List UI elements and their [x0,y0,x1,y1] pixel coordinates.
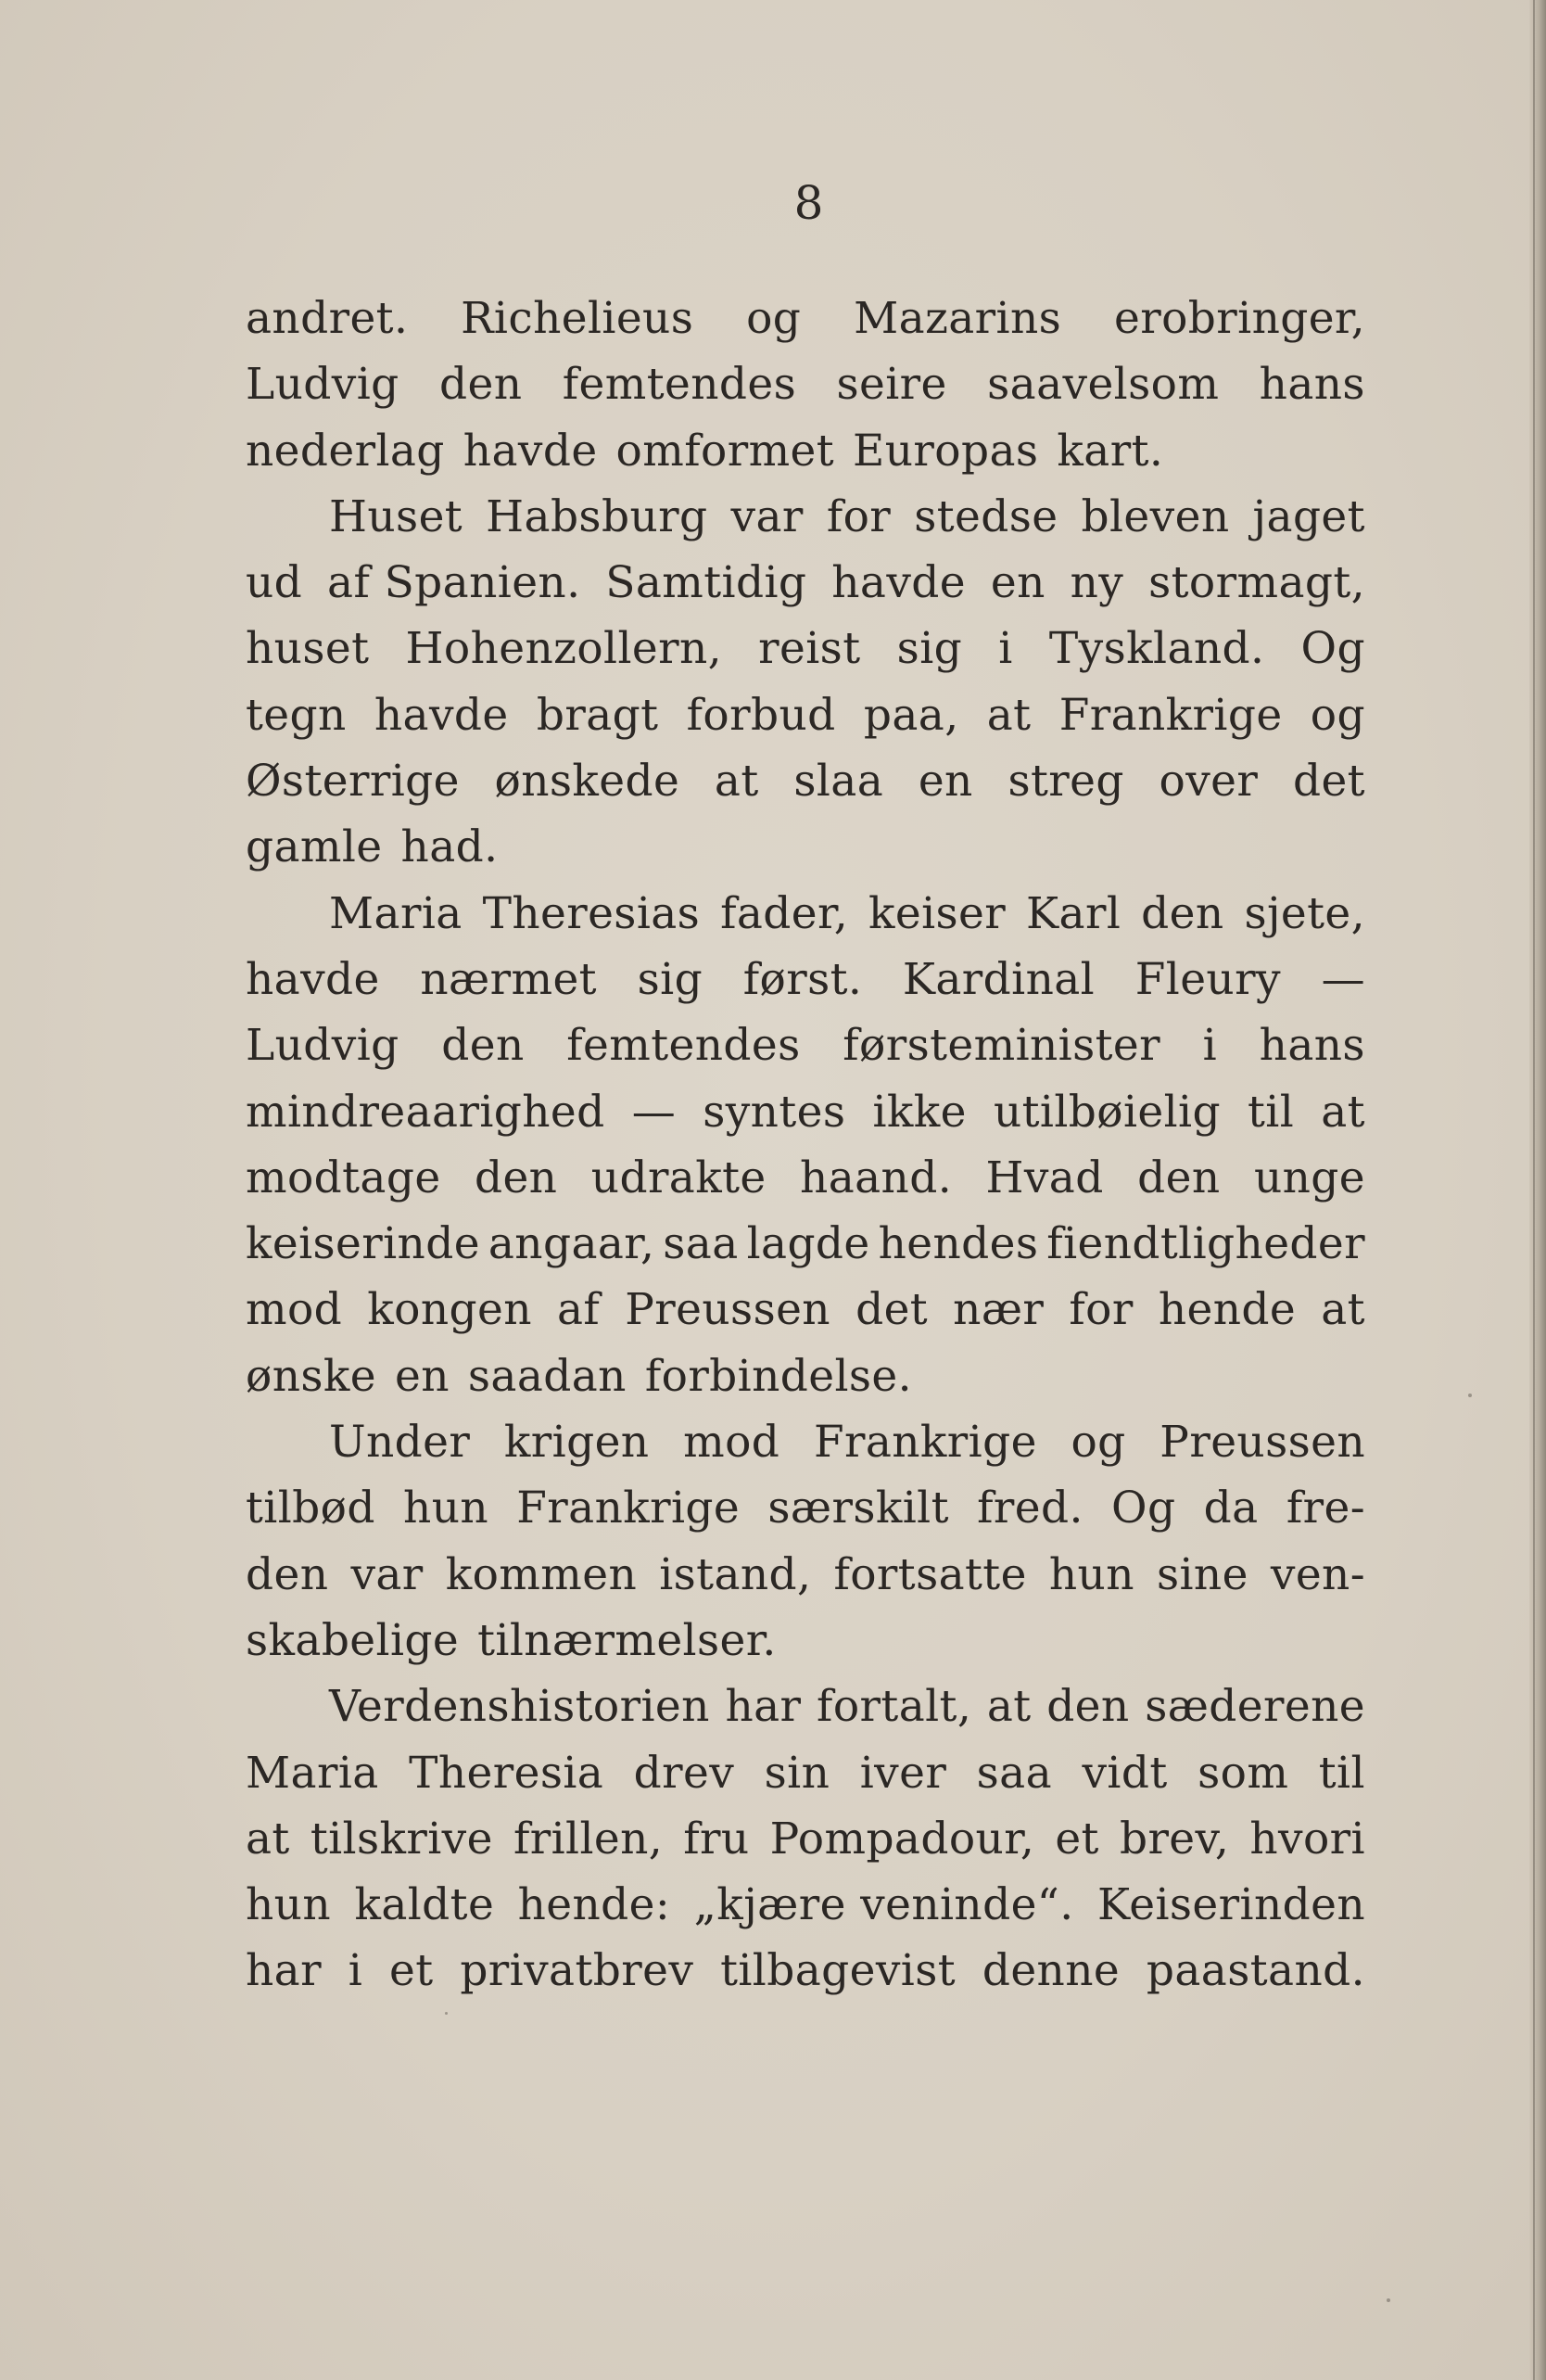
text-line [246,1079,1365,1145]
word: Maria [246,1747,379,1799]
text-line [246,1343,1365,1409]
word: nederlag [246,425,445,477]
word: Preussen [625,1284,830,1336]
word: gamle [246,821,383,873]
word: Ludvig [246,1020,399,1072]
word: ud [246,557,303,609]
word: Hohenzollern, [405,623,722,675]
word: den [439,359,523,411]
word: kommen [445,1548,638,1600]
text-line [246,1475,1365,1541]
word: omformet [615,425,835,477]
word: forbindelse. [644,1350,912,1402]
text-line [246,748,1365,814]
text-line [246,881,1365,947]
word: sig [637,953,703,1005]
word: Preussen [1160,1417,1365,1469]
word: kart. [1057,425,1164,477]
word: førsteminister [843,1020,1160,1072]
word: hun [1048,1548,1134,1600]
word: slaa [793,756,884,808]
word: lagde [746,1218,870,1270]
word: andret. [246,293,409,344]
word: frillen, [513,1813,664,1865]
word: Karl [1026,887,1121,939]
word: ønske [246,1350,376,1402]
word: huset [246,623,370,675]
word: bleven [1081,490,1230,542]
word: Og [1111,1483,1176,1534]
word: at [986,689,1032,741]
page-edge-line [1533,0,1535,2380]
text-line [246,1872,1365,1938]
word: saadan [467,1350,627,1402]
word: unge [1253,1152,1365,1203]
word: ikke [872,1086,967,1138]
text-line [246,1674,1365,1739]
word: forbud [686,689,836,741]
word: Frankrige [516,1483,741,1534]
word: mod [246,1284,343,1336]
text-line [246,1608,1365,1674]
word: for [826,490,892,542]
word: Habsburg [486,490,708,542]
text-line [246,1145,1365,1211]
word: at [246,1813,290,1865]
word: en [990,557,1045,609]
word: Keiserinden [1097,1879,1365,1931]
word: Ludvig [246,359,399,411]
text-line [246,550,1365,616]
word: af Spanien. [327,557,581,609]
word: Østerrige [246,756,460,808]
word: saavelsom [987,359,1220,411]
word: Frankrige [813,1417,1037,1469]
word: ny [1070,557,1124,609]
word: sin [764,1747,830,1799]
word: tilnærmelser. [477,1614,777,1666]
text-line [246,1012,1365,1078]
word: keiserinde [246,1218,480,1270]
text-line [246,1277,1365,1343]
word: had. [400,821,499,873]
text-line [246,1938,1365,2004]
word: Frankrige [1058,689,1283,741]
word: det [855,1284,929,1336]
word: angaar, [488,1218,655,1270]
word: Theresia [409,1747,604,1799]
text-line [246,418,1365,484]
word: tegn [246,689,347,741]
word: at [1321,1284,1365,1336]
word: istand, [659,1548,812,1600]
word: sine [1156,1548,1248,1600]
word: Fleury [1134,953,1281,1005]
word: til [1318,1747,1365,1799]
word: mod [683,1417,780,1469]
text-line [246,682,1365,748]
word: fortalt, [817,1681,972,1733]
word: over [1159,756,1259,808]
word: havde [246,953,380,1005]
word: tilskrive [310,1813,493,1865]
text-line [246,947,1365,1012]
word: den [441,1020,525,1072]
word: nær [953,1284,1045,1336]
word: erobringer, [1114,293,1365,344]
word: og [1071,1417,1126,1469]
word: den [1046,1681,1130,1733]
word: en [394,1350,450,1402]
word: sig [896,623,963,675]
word: skabelige [246,1614,460,1666]
word: og [746,293,802,344]
word: Kardinal [902,953,1096,1005]
word: krigen [503,1417,650,1469]
word: hendes [878,1218,1039,1270]
word: utilbøielig [993,1086,1221,1138]
word: var [730,490,804,542]
word: paastand. [1146,1945,1365,1997]
text-line [246,814,1365,880]
word: den [246,1548,329,1600]
text-line [246,1409,1365,1475]
word: først. [742,953,863,1005]
word: jaget [1252,490,1365,542]
word: i [1202,1020,1218,1072]
word: ven- [1270,1548,1365,1600]
text-line [246,351,1365,417]
word: fre- [1286,1483,1365,1534]
word: fader, [720,887,849,939]
word: Tyskland. [1048,623,1265,675]
word: af [556,1284,601,1336]
word: fiendtligheder [1046,1218,1365,1270]
word: havde [831,557,967,609]
word: fred. [977,1483,1083,1534]
word: hende: [517,1879,671,1931]
word: stedse [914,490,1058,542]
paper-speck [1387,2298,1390,2302]
word: hende [1158,1284,1297,1336]
word: sjete, [1244,887,1365,939]
word: Hvad [985,1152,1104,1203]
word: Europas [853,425,1039,477]
word: kaldte [354,1879,495,1931]
word: Og [1300,623,1365,675]
word: denne [982,1945,1121,1997]
word: et [1055,1813,1099,1865]
word: drev [633,1747,735,1799]
text-line [246,484,1365,550]
word: haand. [800,1152,953,1203]
word: i [998,623,1013,675]
word: hun [403,1483,489,1534]
word: saa [663,1218,739,1270]
word: seire [836,359,947,411]
word: i [348,1945,363,1997]
page-number: 8 [793,176,824,230]
word: ønskede [494,756,680,808]
word: Richelieus [461,293,694,344]
page-edge-shadow [1529,0,1546,2380]
word: tilbød [246,1483,375,1534]
word: hans [1259,359,1365,411]
word: vidt [1082,1747,1168,1799]
word: for [1069,1284,1134,1336]
word: nærmet [420,953,597,1005]
word: at [714,756,759,808]
word: paa, [863,689,959,741]
word: Under [329,1417,471,1469]
word: femtendes [562,359,797,411]
word: tilbagevist [720,1945,957,1997]
word: til [1248,1086,1295,1138]
word: da [1203,1483,1259,1534]
body-text [246,286,1365,2005]
word: mindreaarighed [246,1086,605,1138]
word: Huset [329,490,463,542]
word: fortsatte [833,1548,1027,1600]
word: brev, [1119,1813,1230,1865]
word: havde [374,689,509,741]
word: en [918,756,973,808]
text-line [246,286,1365,351]
word: Verdenshistorien [329,1681,710,1733]
word: at [986,1681,1032,1733]
word: femtendes [566,1020,801,1072]
text-line [246,1806,1365,1872]
word: den [1141,887,1224,939]
word: keiser [868,887,1007,939]
word: at [1321,1086,1365,1138]
word: modtage [246,1152,441,1203]
word: iver [859,1747,947,1799]
paper-speck [1468,1394,1472,1397]
text-line [246,616,1365,681]
word: streg [1007,756,1124,808]
word: hun [246,1879,332,1931]
text-line [246,1211,1365,1277]
word: reist [758,623,861,675]
word: saa [976,1747,1053,1799]
word: Pompadour, [769,1813,1035,1865]
word: den [1137,1152,1221,1203]
word: stormagt, [1148,557,1365,609]
word: „kjære veninde“. [693,1879,1074,1931]
word: Maria [329,887,463,939]
word: sæderene [1145,1681,1365,1733]
word: særskilt [767,1483,949,1534]
word: et [389,1945,434,1997]
word: — [631,1086,677,1138]
word: det [1292,756,1365,808]
word: Theresias [482,887,701,939]
word: havde [463,425,598,477]
word: bragt [536,689,659,741]
word: har [246,1945,322,1997]
word: fru [683,1813,750,1865]
word: hvori [1249,1813,1365,1865]
word: Mazarins [854,293,1062,344]
text-line [246,1542,1365,1608]
word: og [1310,689,1365,741]
word: den [474,1152,558,1203]
word: har [725,1681,802,1733]
word: var [350,1548,424,1600]
word: hans [1259,1020,1365,1072]
word: syntes [703,1086,846,1138]
word: — [1321,953,1365,1005]
text-line [246,1740,1365,1806]
word: som [1198,1747,1289,1799]
word: privatbrev [460,1945,694,1997]
word: kongen [367,1284,532,1336]
word: Samtidig [605,557,807,609]
word: udrakte [590,1152,767,1203]
paper-speck [445,2012,448,2015]
